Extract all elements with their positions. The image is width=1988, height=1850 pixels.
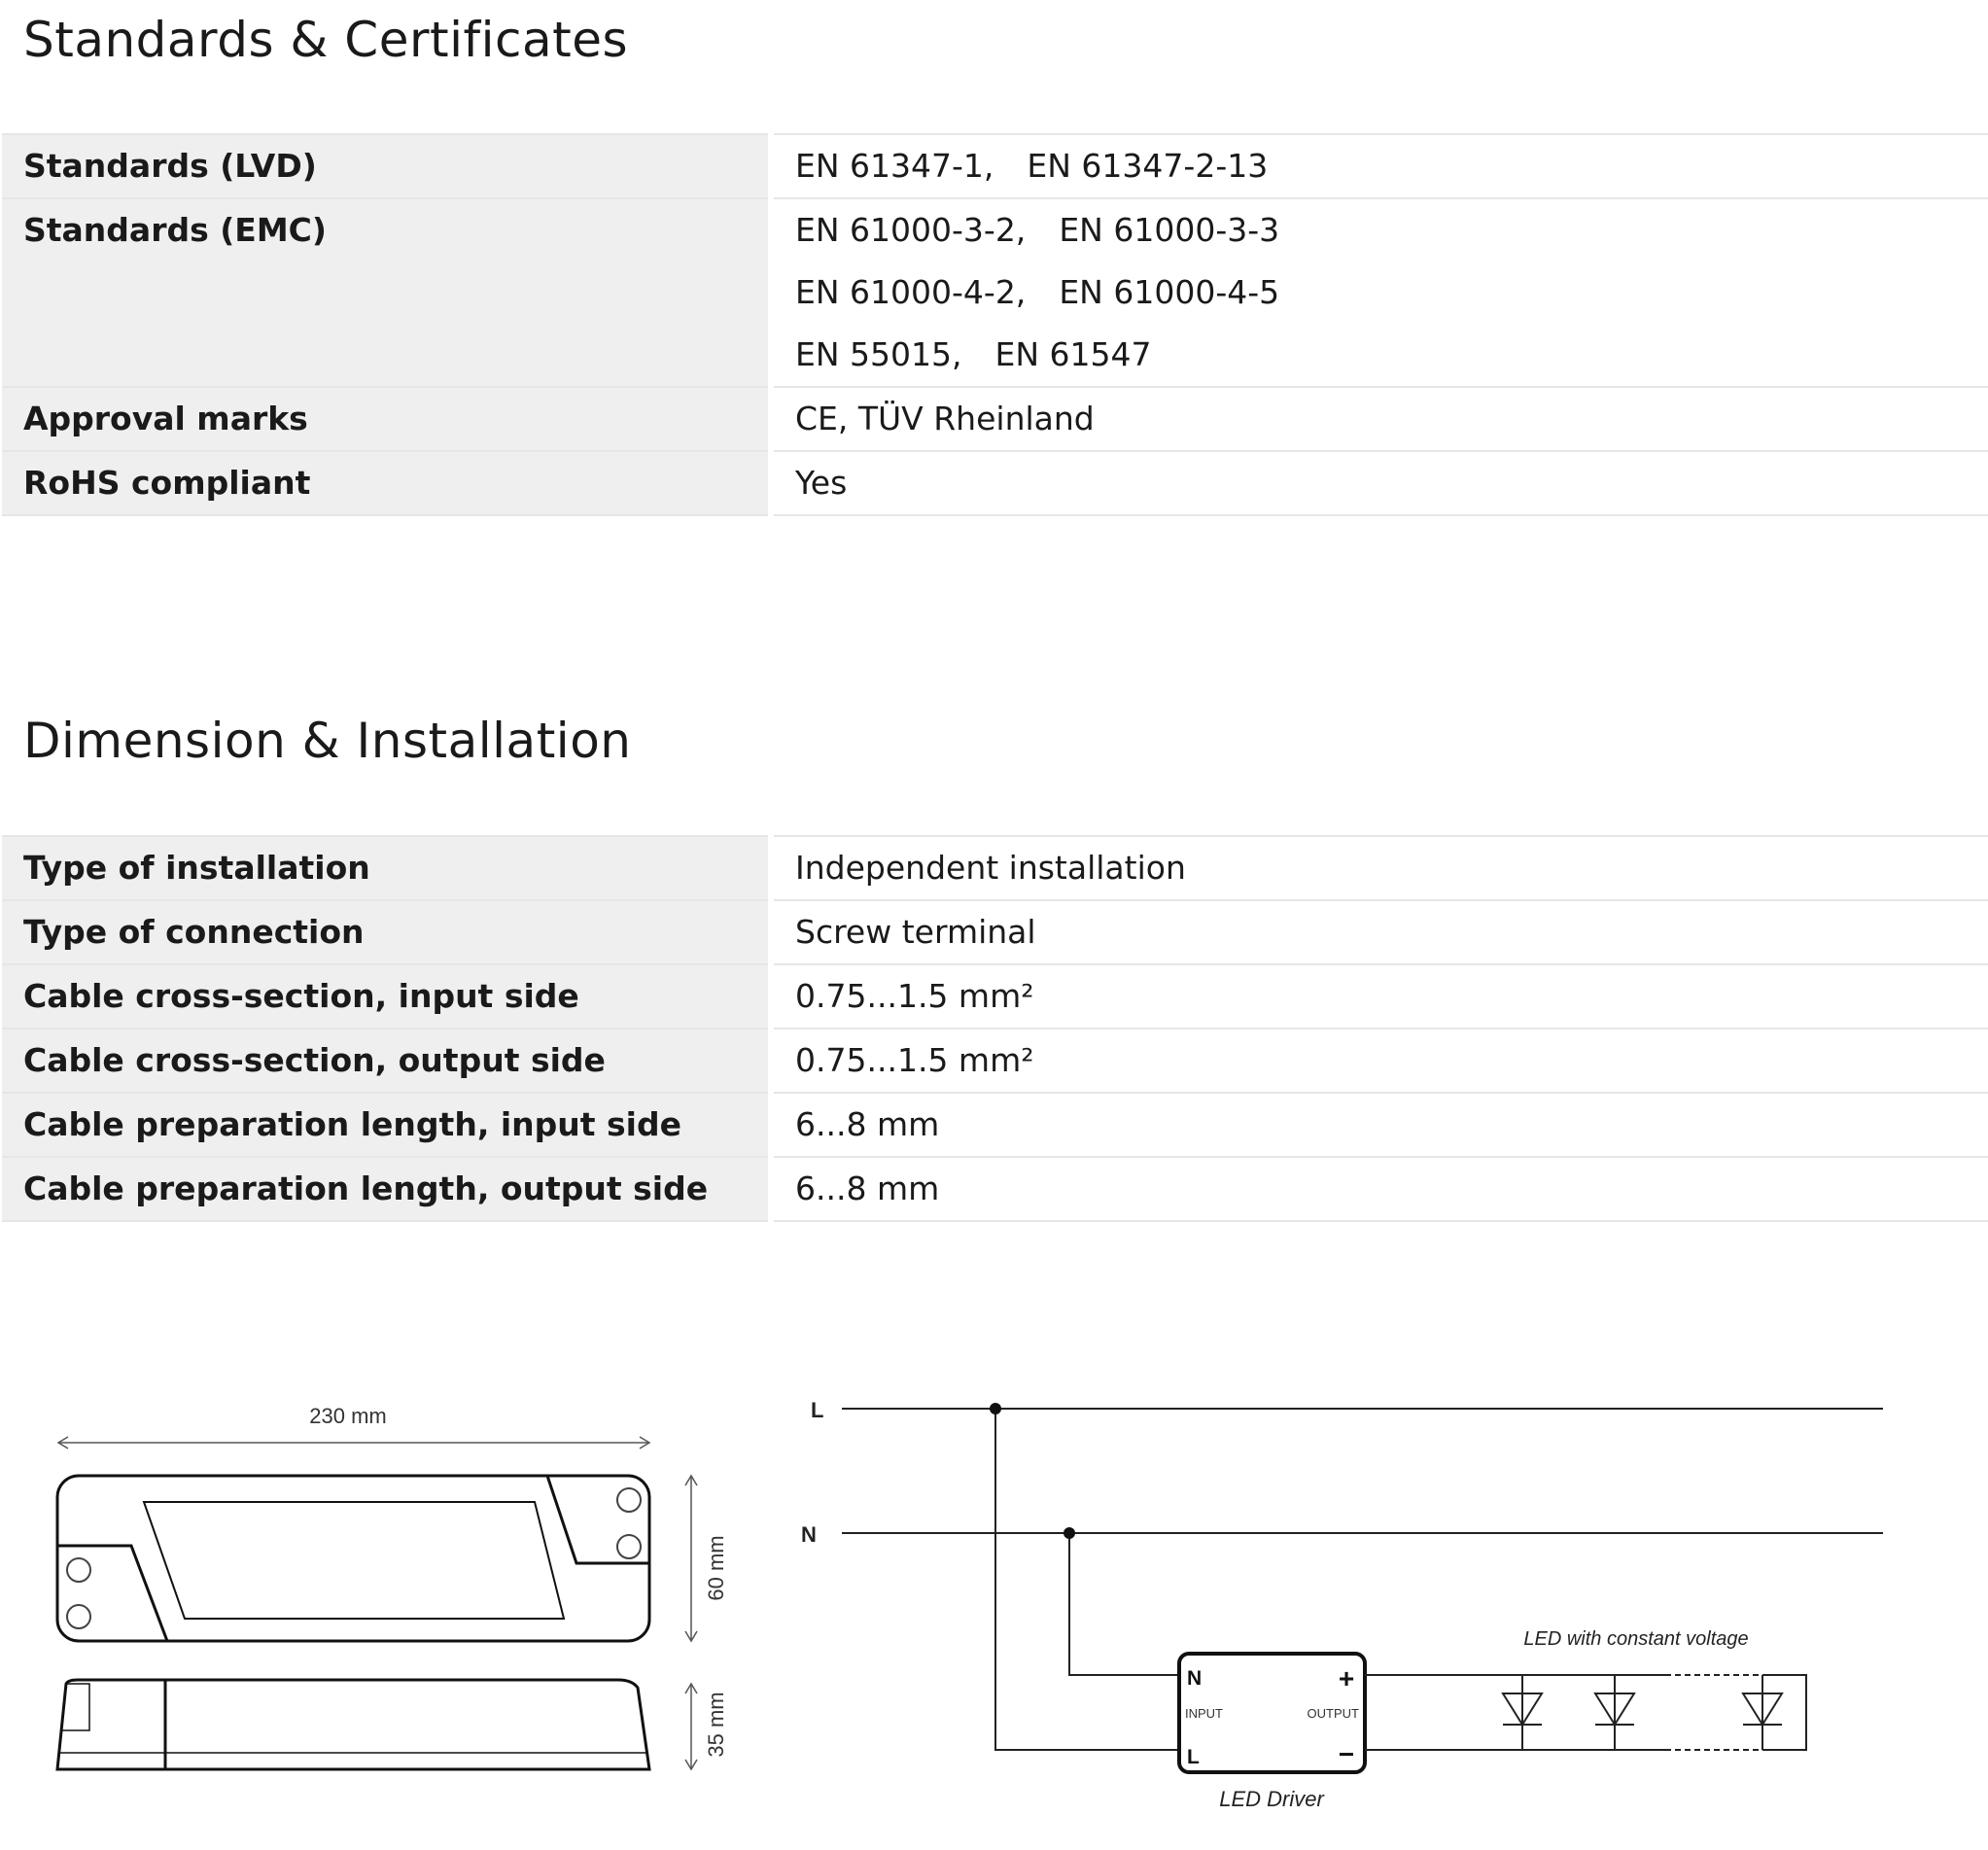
output-label: OUTPUT <box>1307 1706 1359 1721</box>
line-n-label: N <box>801 1522 817 1547</box>
row-value: EN 61347-1, EN 61347-2-13 <box>795 147 1269 185</box>
row-label: Cable preparation length, output side <box>2 1157 771 1221</box>
row-value: EN 61000-3-2, EN 61000-3-3 EN 61000-4-2, EN 61000-4-5 EN 55015, EN 61547 <box>795 211 1280 373</box>
led-diode-icon <box>1595 1675 1634 1750</box>
junction-dot <box>1064 1527 1075 1539</box>
junction-dot <box>990 1403 1001 1414</box>
section-title-standards: Standards & Certificates <box>23 12 629 68</box>
row-value: 6...8 mm <box>795 1105 940 1143</box>
wiring-diagram <box>778 1342 1988 1828</box>
row-value: 0.75...1.5 mm² <box>795 1041 1034 1079</box>
table-row <box>2 1157 1988 1221</box>
row-label: Cable cross-section, input side <box>2 964 771 1029</box>
led-caption: LED with constant voltage <box>1523 1628 1749 1650</box>
table-row <box>2 198 1988 387</box>
driver-caption: LED Driver <box>1219 1787 1324 1811</box>
table-row <box>2 1029 1988 1093</box>
terminal-minus-label: − <box>1338 1739 1355 1769</box>
height-label: 35 mm <box>704 1692 728 1758</box>
row-value: Independent installation <box>795 849 1186 887</box>
standards-table <box>2 133 1988 516</box>
row-label: Standards (EMC) <box>2 198 771 387</box>
terminal-l-label: L <box>1187 1746 1200 1768</box>
dimension-drawing <box>0 1342 778 1789</box>
table-row <box>2 964 1988 1029</box>
led-diode-icon <box>1743 1675 1782 1750</box>
length-label: 230 mm <box>309 1404 387 1428</box>
row-value: Yes <box>795 464 848 502</box>
output-wires <box>1365 1675 1806 1750</box>
row-value: 0.75...1.5 mm² <box>795 977 1034 1015</box>
row-label: Cable preparation length, input side <box>2 1093 771 1157</box>
section-title-dimension: Dimension & Installation <box>23 713 632 769</box>
row-label: RoHS compliant <box>2 451 771 515</box>
dimension-table <box>2 835 1988 1222</box>
line-l-label: L <box>811 1398 824 1422</box>
row-label: Type of connection <box>2 900 771 964</box>
terminal-n-label: N <box>1187 1667 1203 1690</box>
table-row <box>2 1093 1988 1157</box>
width-label: 60 mm <box>704 1535 728 1601</box>
input-label: INPUT <box>1185 1706 1223 1721</box>
table-row <box>2 900 1988 964</box>
led-diode-icon <box>1503 1675 1542 1750</box>
row-value: 6...8 mm <box>795 1169 940 1207</box>
table-row <box>2 387 1988 451</box>
table-row <box>2 451 1988 515</box>
table-row <box>2 134 1988 198</box>
row-label: Cable cross-section, output side <box>2 1029 771 1093</box>
row-label: Standards (LVD) <box>2 134 771 198</box>
table-row <box>2 836 1988 900</box>
row-label: Type of installation <box>2 836 771 900</box>
row-value: Screw terminal <box>795 913 1036 951</box>
terminal-plus-label: + <box>1338 1663 1355 1693</box>
row-label: Approval marks <box>2 387 771 451</box>
driver-top-view <box>57 1476 649 1641</box>
driver-side-view <box>57 1680 649 1769</box>
row-value: CE, TÜV Rheinland <box>795 400 1095 437</box>
